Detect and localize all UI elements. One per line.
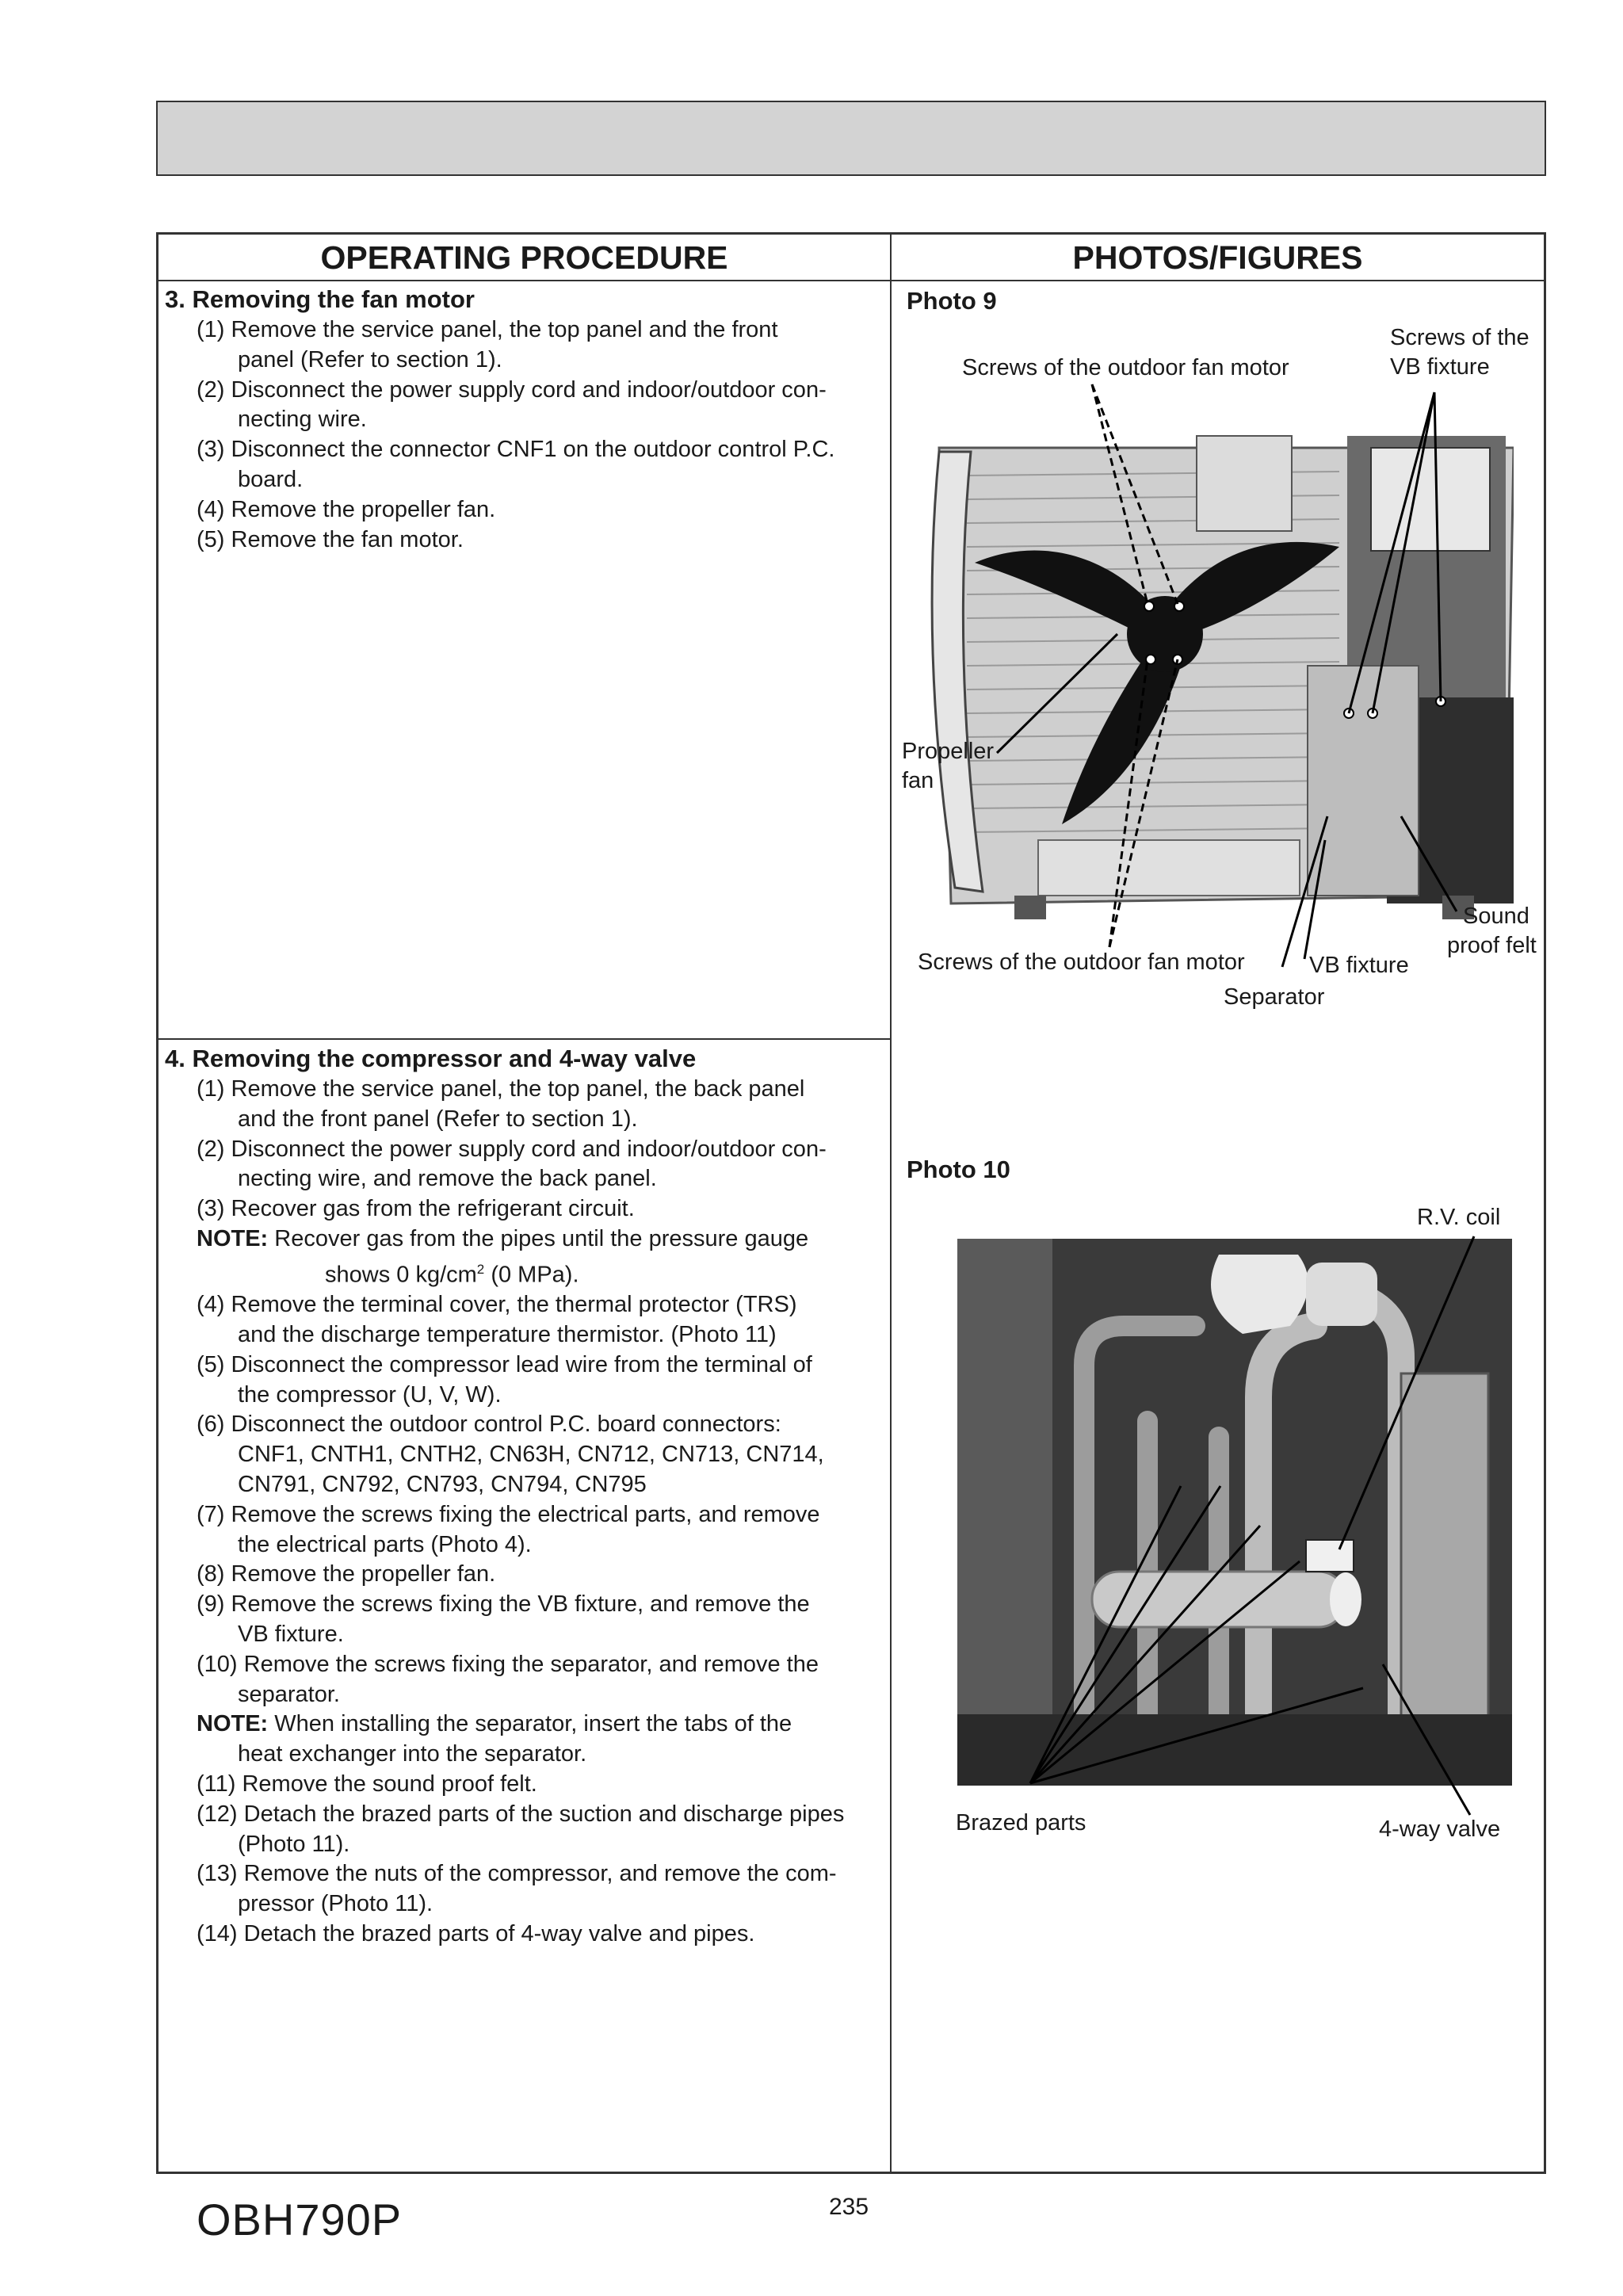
page-number: 235 (829, 2194, 869, 2220)
header-bar (156, 101, 1546, 176)
photos-figures-heading: PHOTOS/FIGURES (1072, 239, 1363, 276)
section4-step10: (10) Remove the screws fixing the separator, and remove the separator. (197, 1651, 819, 1707)
section4-step1: (1) Remove the service panel, the top panel, the back panel and the front panel (Refer to section 1). (197, 1076, 805, 1132)
section3-step1: (1) Remove the service panel, the top panel and the front panel (Refer to section 1). (197, 317, 778, 372)
photo9-caption-propeller-line1: Propeller (902, 739, 995, 764)
section4-step8: (8) Remove the propeller fan. (197, 1561, 496, 1587)
section4-step2: (2) Disconnect the power supply cord and indoor/outdoor con- necting wire, and remove the back panel. (197, 1136, 827, 1192)
photo10-caption-rv-coil: R.V. coil (1417, 1205, 1501, 1230)
section4-title: 4. Removing the compressor and 4-way valve (165, 1045, 697, 1072)
section4-steps (197, 1075, 886, 1950)
photo9-caption-screws-bottom: Screws of the outdoor fan motor (918, 949, 1245, 975)
section4-step7: (7) Remove the screws fixing the electrical parts, and remove the electrical parts (Photo 4). (197, 1501, 820, 1557)
section4-step9: (9) Remove the screws fixing the VB fixture, and remove the VB fixture. (197, 1591, 810, 1647)
photo9-outdoor-unit-image (896, 380, 1514, 951)
section-divider (156, 1038, 891, 1040)
photo9-caption-vb-fixture: VB fixture (1309, 953, 1409, 978)
photo10-compressor-valve-image (957, 1239, 1512, 1786)
section4-note1: NOTE: Recover gas from the pipes until the pressure gauge shows 0 $kg/cm^2$ (0 MPa). (197, 1225, 809, 1288)
model-number: OBH790P (197, 2195, 403, 2244)
header-divider (156, 280, 1546, 281)
section3-title: 3. Removing the fan motor (165, 285, 475, 313)
section3-step4: (4) Remove the propeller fan. (197, 496, 496, 522)
section3-step3: (3) Disconnect the connector CNF1 on the outdoor control P.C. board. (197, 437, 835, 492)
column-divider (890, 232, 892, 2174)
photo9-caption-separator: Separator (1224, 984, 1325, 1010)
photo10-caption-4way-valve: 4-way valve (1379, 1817, 1501, 1842)
section4-step5: (5) Disconnect the compressor lead wire from the terminal of the compressor (U, V, W). (197, 1351, 812, 1408)
photo9-caption-sound-line2: proof felt (1447, 933, 1537, 958)
section4-step13: (13) Remove the nuts of the compressor, and remove the com- pressor (Photo 11). (197, 1861, 837, 1917)
section3-step5: (5) Remove the fan motor. (197, 526, 464, 552)
photo9-title: Photo 9 (907, 287, 997, 315)
photo10-caption-brazed: Brazed parts (956, 1810, 1086, 1836)
photo9-caption-screws-top: Screws of the outdoor fan motor (962, 355, 1289, 380)
photo9-caption-vb-screws-line2: VB fixture (1390, 354, 1490, 380)
section4-step11: (11) Remove the sound proof felt. (197, 1771, 537, 1797)
section4-step12: (12) Detach the brazed parts of the suction and discharge pipes (Photo 11). (197, 1801, 845, 1857)
section3-steps (197, 315, 886, 555)
photo9-caption-sound-line1: Sound (1463, 904, 1529, 929)
section4-step6: (6) Disconnect the outdoor control P.C. board connectors: CNF1, CNTH1, CNTH2, CN63H, CN712, CN713, CN714, CN791, CN792, CN793, CN794, CN795 (197, 1412, 824, 1498)
photo9-caption-propeller-line2: fan (902, 768, 934, 793)
section4-step4: (4) Remove the terminal cover, the thermal protector (TRS) and the discharge temperature thermistor. (Photo 11) (197, 1292, 797, 1348)
section4-note2: NOTE: When installing the separator, insert the tabs of the heat exchanger into the separator. (197, 1711, 792, 1767)
section3-step2: (2) Disconnect the power supply cord and indoor/outdoor con- necting wire. (197, 376, 827, 433)
photo10-title: Photo 10 (907, 1156, 1010, 1183)
section4-step3: (3) Recover gas from the refrigerant circuit. (197, 1196, 635, 1222)
operating-procedure-heading: OPERATING PROCEDURE (320, 239, 728, 276)
photo9-caption-vb-screws-line1: Screws of the (1390, 325, 1529, 350)
section4-step14: (14) Detach the brazed parts of 4-way valve and pipes. (197, 1920, 755, 1946)
